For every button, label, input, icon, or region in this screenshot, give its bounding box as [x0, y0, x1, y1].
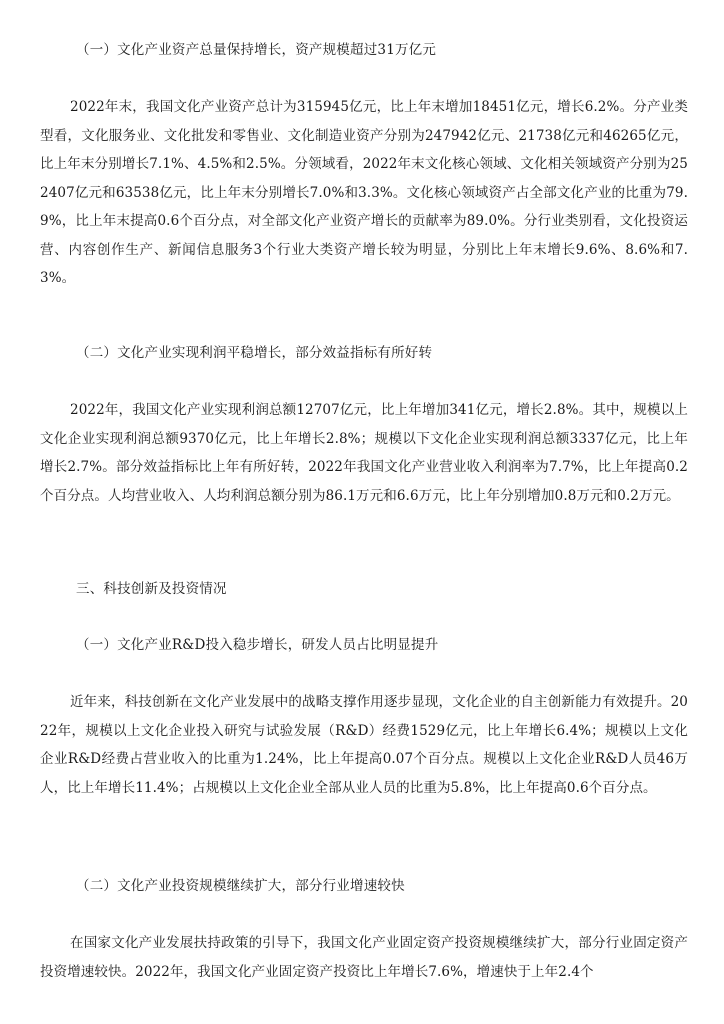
section-heading-asset-growth: （一）文化产业资产总量保持增长，资产规模超过31万亿元: [76, 42, 437, 58]
paragraph-asset-growth: 2022年末，我国文化产业资产总计为315945亿元，比上年末增加18451亿元，增长6.2%。分产业类型看，文化服务业、文化批发和零售业、文化制造业资产分别为247942亿元、21738亿元和46265亿元，比上年末分别增长7.1%、4.5%和2.5%。分领域看，2022年末文化核心领域、文化相关领域资产分别为252407亿元和63538亿元，比上年末分别增长7.0%和3.3%。文化核心领域资产占全部文化产业的比重为79.9%，比上年末提高0.6个百分点，对全部文化产业资产增长的贡献率为89.0%。分行业类别看，文化投资运营、内容创作生产、新闻信息服务3个行业大类资产增长较为明显，分别比上年末增长9.6%、8.6%和7.3%。: [40, 99, 688, 286]
section-heading-rd-investment: （一）文化产业R&D投入稳步增长，研发人员占比明显提升: [76, 637, 439, 653]
section-heading-tech-investment: 三、科技创新及投资情况: [76, 581, 227, 597]
section-heading-investment-scale: （二）文化产业投资规模继续扩大，部分行业增速较快: [76, 878, 405, 894]
section-heading-profit-growth: （二）文化产业实现利润平稳增长，部分效益指标有所好转: [76, 345, 433, 361]
paragraph-profit-growth: 2022年，我国文化产业实现利润总额12707亿元，比上年增加341亿元，增长2.8%。其中，规模以上文化企业实现利润总额9370亿元，比上年增长2.8%；规模以下文化企业实现利润总额3337亿元，比上年增长2.7%。部分效益指标比上年有所好转，2022年我国文化产业营业收入利润率为7.7%，比上年提高0.2个百分点。人均营业收入、人均利润总额分别为86.1万元和6.6万元，比上年分别增加0.8万元和0.2万元。: [40, 402, 688, 504]
paragraph-rd-investment: 近年来，科技创新在文化产业发展中的战略支撑作用逐步显现，文化企业的自主创新能力有效提升。2022年，规模以上文化企业投入研究与试验发展（R&D）经费1529亿元，比上年增长6.4%；规模以上文化企业R&D经费占营业收入的比重为1.24%，比上年提高0.07个百分点。规模以上文化企业R&D人员46万人，比上年增长11.4%；占规模以上文化企业全部从业人员的比重为5.8%，比上年提高0.6个百分点。: [40, 694, 688, 796]
paragraph-investment-scale: 在国家文化产业发展扶持政策的引导下，我国文化产业固定资产投资规模继续扩大，部分行业固定资产投资增速较快。2022年，我国文化产业固定资产投资比上年增长7.6%，增速快于上年2.4个: [40, 935, 688, 980]
